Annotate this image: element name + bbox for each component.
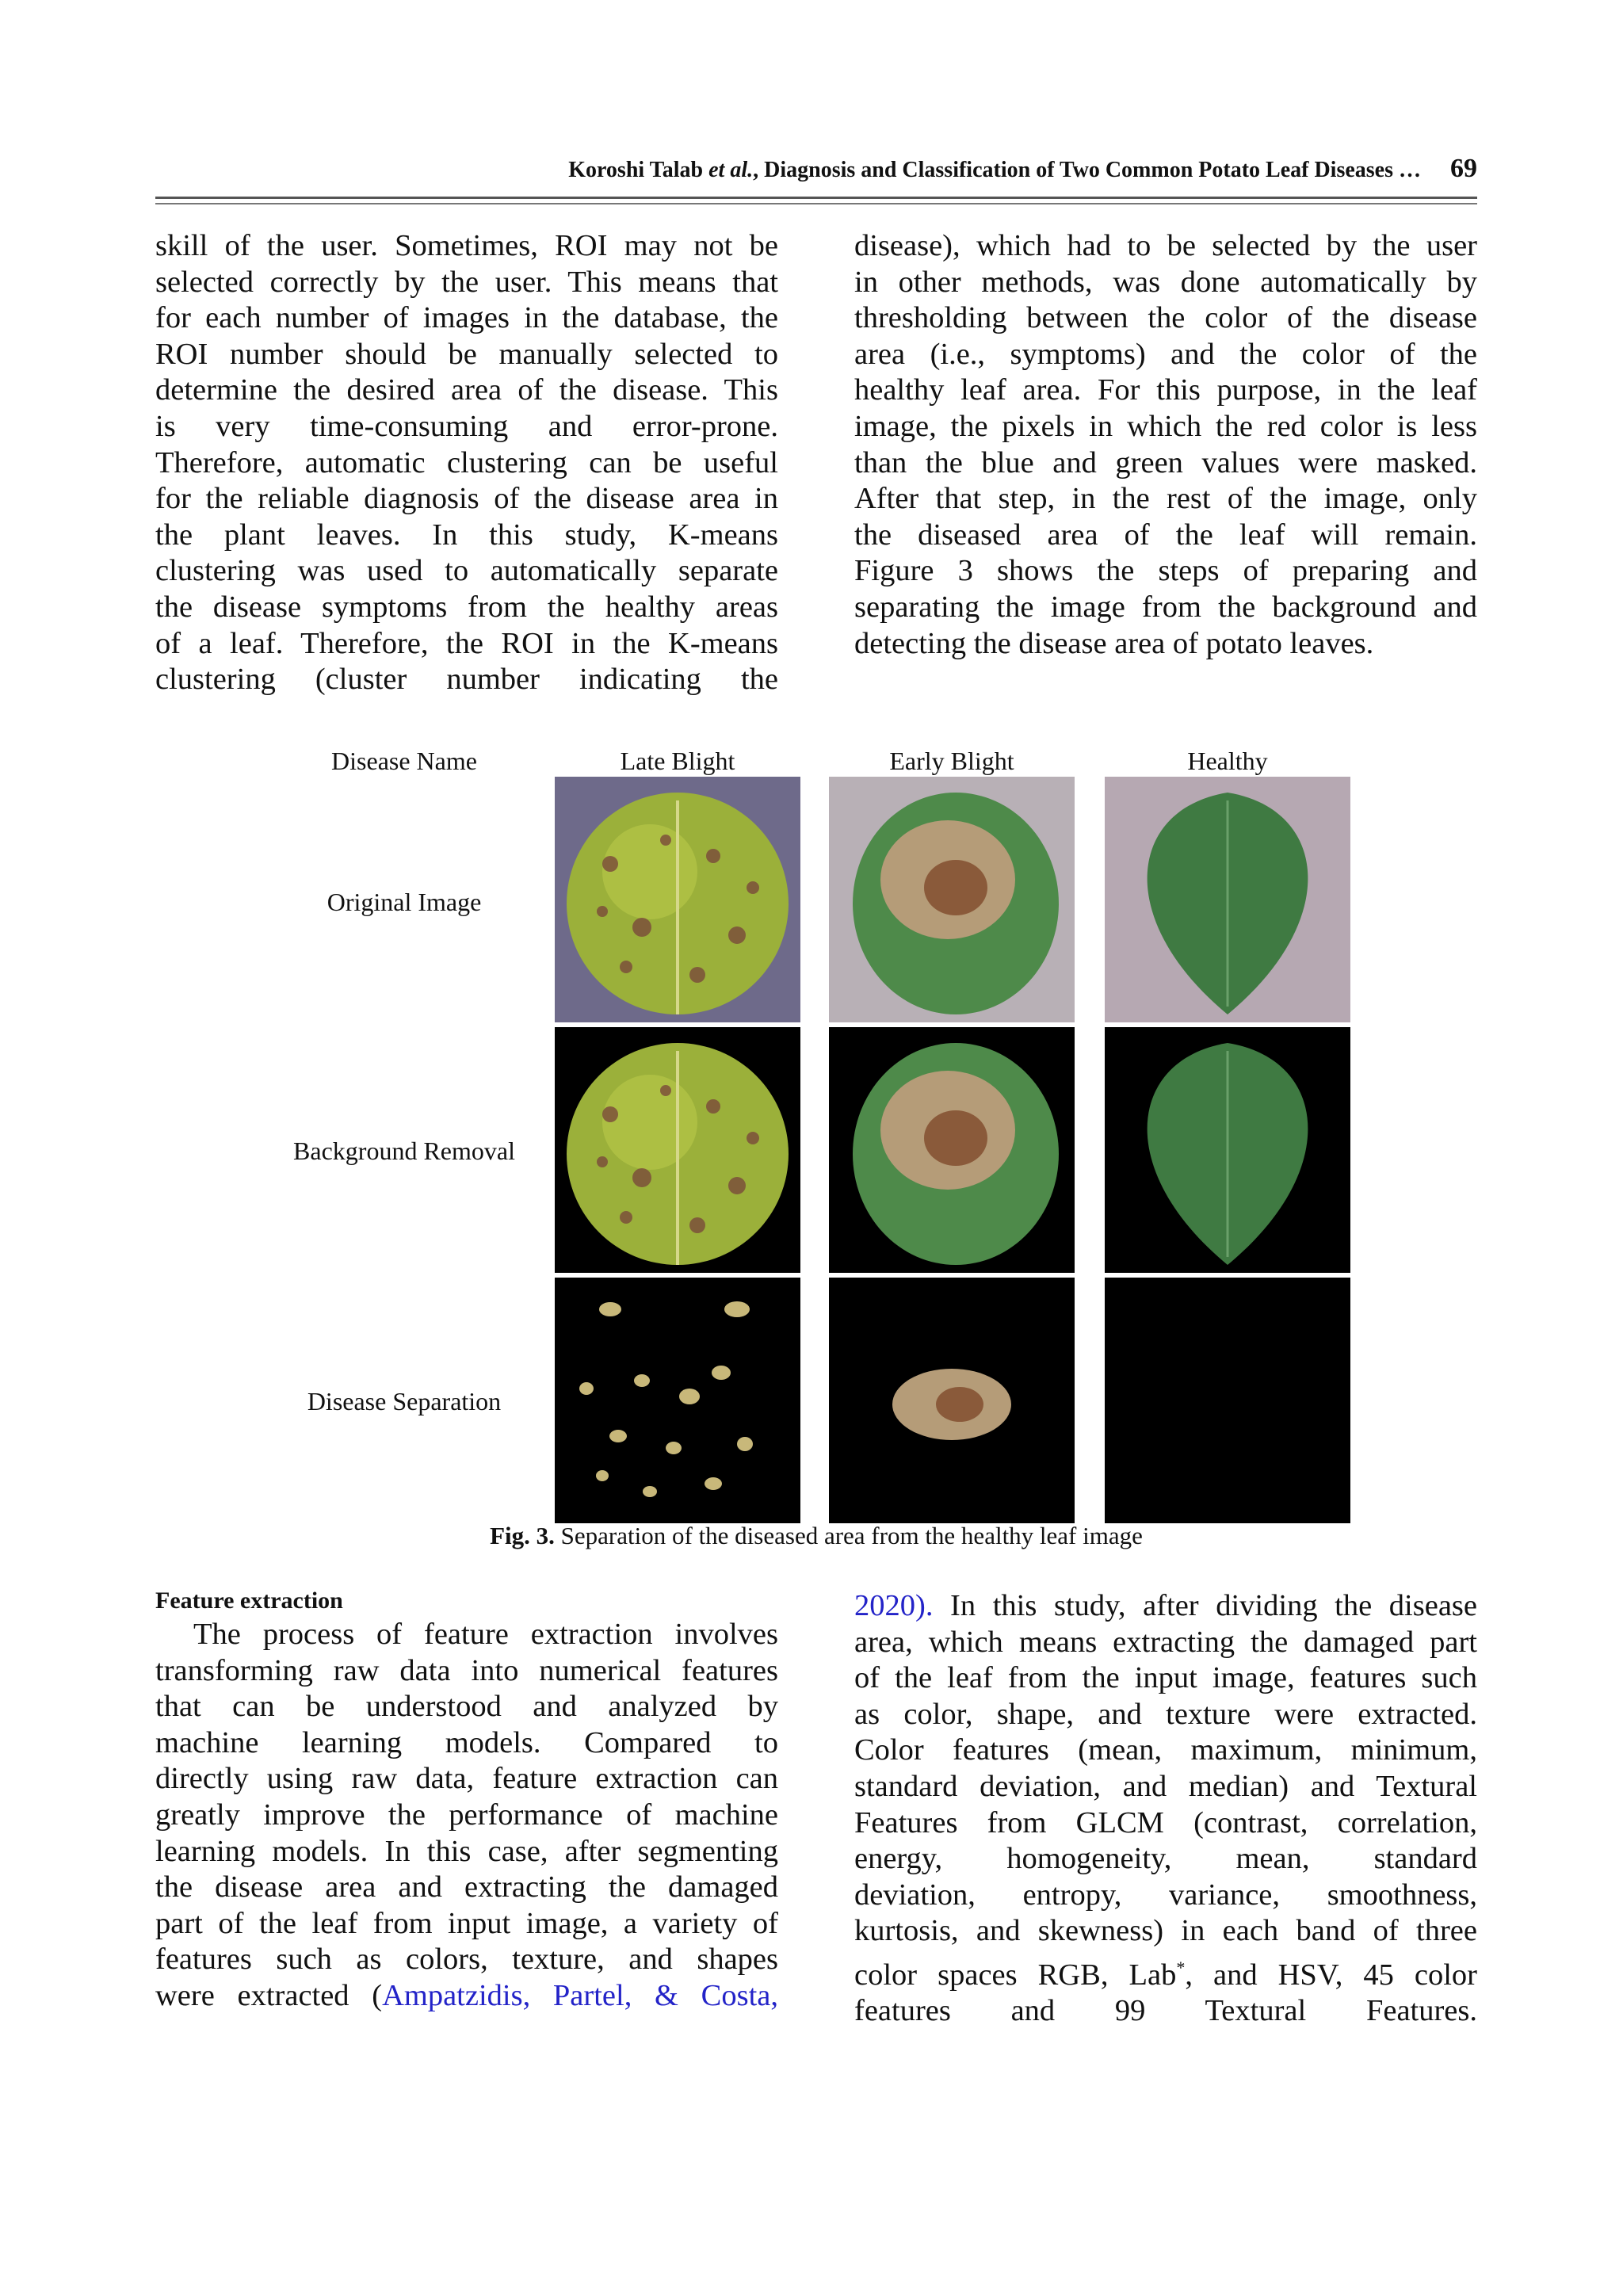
- text-line: selected correctly by the user. This means that: [155, 265, 778, 299]
- header-rule: [155, 197, 1477, 204]
- section-heading: Feature extraction: [155, 1587, 343, 1614]
- text-line: the disease symptoms from the healthy areas: [155, 590, 778, 624]
- column-left-top: [155, 228, 778, 698]
- text-line: the disease area and extracting the damaged: [155, 1870, 778, 1904]
- text-line: as color, shape, and texture were extracted.: [854, 1697, 1477, 1731]
- early-blight-disease-separated: [829, 1278, 1075, 1523]
- header-title: , Diagnosis and Classification of Two Common Potato Leaf Diseases …: [753, 158, 1421, 182]
- text-line: thresholding between the color of the disease: [854, 301, 1477, 335]
- text-line: in other methods, was done automatically by: [854, 265, 1477, 299]
- citation-link[interactable]: 2020).: [854, 1589, 934, 1622]
- text-line: of a leaf. Therefore, the ROI in the K-means: [155, 626, 778, 660]
- citation-link[interactable]: Ampatzidis, Partel, & Costa,: [382, 1978, 778, 2012]
- text-line: clustering was used to automatically separate: [155, 554, 778, 588]
- fig-col-header-label: Disease Name: [331, 747, 477, 775]
- column-right-top: [854, 228, 1477, 662]
- text-line: [854, 1950, 1477, 1993]
- text-line: area (i.e., symptoms) and the color of the: [854, 337, 1477, 371]
- text-line: directly using raw data, feature extraction can: [155, 1762, 778, 1796]
- text-line: skill of the user. Sometimes, ROI may not be: [155, 229, 778, 262]
- text-line: learning models. In this case, after segmenting: [155, 1834, 778, 1868]
- fig-row-disease-separation: Disease Separation: [307, 1387, 502, 1415]
- text-line: After that step, in the rest of the image, only: [854, 482, 1477, 516]
- text-line: part of the leaf from input image, a variety of: [155, 1906, 778, 1940]
- text-line: ROI number should be manually selected to: [155, 337, 778, 371]
- text-line: transforming raw data into numerical features: [155, 1653, 778, 1687]
- text-line: for each number of images in the database, the: [155, 301, 778, 335]
- text-line: Color features (mean, maximum, minimum,: [854, 1733, 1477, 1767]
- healthy-original-image: [1105, 777, 1350, 1022]
- fig-row-original: Original Image: [327, 888, 482, 916]
- text-line: disease), which had to be selected by the user: [854, 229, 1477, 262]
- healthy-background-removed: [1105, 1027, 1350, 1273]
- text-line: that can be understood and analyzed by: [155, 1690, 778, 1724]
- text-fragment: In this study, after dividing the disease: [933, 1589, 1477, 1622]
- text-line: healthy leaf area. For this purpose, in the leaf: [854, 373, 1477, 407]
- text-line: Features from GLCM (contrast, correlation,: [854, 1805, 1477, 1839]
- fig-col-early-blight: Early Blight: [889, 747, 1014, 775]
- text-line: features such as colors, texture, and shapes: [155, 1943, 778, 1977]
- text-line: standard deviation, and median) and Textural: [854, 1769, 1477, 1803]
- fig-col-late-blight: Late Blight: [620, 747, 735, 775]
- healthy-disease-separated: [1105, 1278, 1350, 1523]
- late-blight-disease-separated: [555, 1278, 800, 1523]
- superscript: *: [1176, 1957, 1186, 1977]
- fig-col-healthy: Healthy: [1187, 747, 1268, 775]
- text-line: kurtosis, and skewness) in each band of three: [854, 1914, 1477, 1948]
- text-line: the diseased area of the leaf will remain.: [854, 518, 1477, 552]
- text-line: energy, homogeneity, mean, standard: [854, 1842, 1477, 1876]
- text-line: image, the pixels in which the red color is less: [854, 409, 1477, 443]
- text-line: for the reliable diagnosis of the disease area in: [155, 482, 778, 516]
- text-line: detecting the disease area of potato leaves.: [854, 626, 1374, 660]
- text-line: area, which means extracting the damaged part: [854, 1625, 1477, 1659]
- text-line: clustering (cluster number indicating the: [155, 663, 778, 697]
- late-blight-background-removed: [555, 1027, 800, 1273]
- text-fragment: , and HSV, 45 color: [1185, 1958, 1477, 1992]
- text-line: than the blue and green values were masked.: [854, 445, 1477, 479]
- figure-caption-label: Fig. 3.: [490, 1522, 555, 1549]
- early-blight-background-removed: [829, 1027, 1075, 1273]
- text-line: [854, 1588, 1477, 1625]
- early-blight-original-image: [829, 777, 1075, 1022]
- text-line: The process of feature extraction involves: [193, 1618, 778, 1651]
- text-line: Therefore, automatic clustering can be useful: [155, 445, 778, 479]
- column-right-bottom: [854, 1585, 1477, 2030]
- text-line: greatly improve the performance of machine: [155, 1797, 778, 1832]
- text-line: determine the desired area of the disease. This: [155, 373, 778, 407]
- text-line: separating the image from the background and: [854, 590, 1477, 624]
- text-line: [155, 1978, 778, 2015]
- text-line: the plant leaves. In this study, K-means: [155, 518, 778, 552]
- column-left-bottom: [155, 1585, 778, 2015]
- text-line: deviation, entropy, variance, smoothness,: [854, 1878, 1477, 1912]
- text-fragment: color spaces RGB, Lab: [854, 1958, 1177, 1992]
- figure-caption: [155, 1522, 1477, 1550]
- header-author: Koroshi Talab: [568, 158, 704, 182]
- running-header: [155, 155, 1477, 184]
- figure-caption-text: Separation of the diseased area from the healthy leaf image: [554, 1522, 1143, 1549]
- text-line: features and 99 Textural Features.: [854, 1994, 1477, 2028]
- text-line: machine learning models. Compared to: [155, 1725, 778, 1759]
- text-line: Figure 3 shows the steps of preparing and: [854, 554, 1477, 588]
- fig-row-background-removal: Background Removal: [293, 1137, 515, 1165]
- text-fragment: were extracted (: [155, 1978, 383, 2012]
- text-line: is very time-consuming and error-prone.: [155, 409, 778, 443]
- text-line: of the leaf from the input image, features such: [854, 1661, 1477, 1695]
- page-number: 69: [1450, 154, 1477, 183]
- late-blight-original-image: [555, 777, 800, 1022]
- header-etal: et al.: [708, 158, 754, 182]
